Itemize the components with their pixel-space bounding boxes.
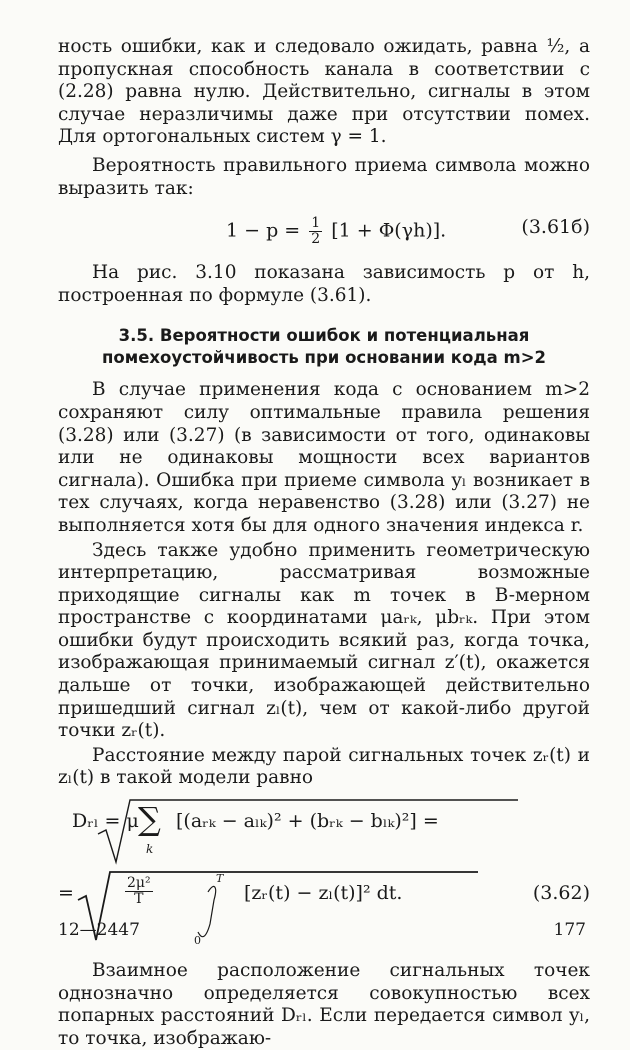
- integral-upper-limit: T: [216, 872, 224, 886]
- formula-3-62-number: (3.62): [532, 882, 590, 905]
- formula-3-61b: [58, 206, 590, 256]
- formula-3-61b-left: 1 − p =: [226, 219, 301, 242]
- paragraph-5: Здесь также удобно применить геометрическую интерпретацию, рассматривая возможные приходящие сигналы как m точек в B-мерном пространстве с координатами μaᵣₖ, μbᵣₖ. При этом ошибки будут происходить всякий раз, когда точка, изображающая принимаемый сигнал z′(t), окажется дальше от точки, изображающей действительно пришедший сигнал zₗ(t), чем от какой-либо другой точки zᵣ(t).: [58, 539, 590, 742]
- integral-lower-limit: 0: [194, 934, 201, 948]
- sum-symbol: ∑: [138, 800, 161, 839]
- formula-3-61b-fraction: [309, 216, 322, 247]
- formula-3-62-numerator: 2μ²: [127, 875, 151, 892]
- formula-3-61b-expression: [226, 216, 446, 247]
- formula-3-61b-numerator: 1: [311, 215, 321, 232]
- formula-3-62-integrand: [zᵣ(t) − zₗ(t)]² dt.: [244, 882, 403, 905]
- paragraph-7: Взаимное расположение сигнальных точек однозначно определяется совокупностью всех попарных расстояний Dᵣₗ. Если передается символ yₗ, то точка, изображаю-: [58, 960, 590, 1049]
- formula-3-62-sum-body: [(aᵣₖ − aₗₖ)² + (bᵣₖ − bₗₖ)²] =: [176, 810, 439, 833]
- integral-sign: [198, 886, 216, 936]
- formula-3-61b-denominator: 2: [311, 231, 321, 248]
- paragraph-4: В случае применения кода с основанием m>2 сохраняют силу оптимальные правила решения (3.28) или (3.27) (в зависимости от того, одинаковы или не одинаковы мощности всех вариантов сигнала). Ошибка при приеме символа yₗ возникает в тех случаях, когда неравенство (3.28) или (3.27) не выполняется хотя бы для одного значения индекса r.: [58, 379, 590, 536]
- paragraph-2: Вероятность правильного приема символа можно выразить так:: [58, 154, 590, 199]
- page-number: 177: [553, 920, 586, 940]
- formula-3-62-fraction: [125, 876, 153, 907]
- formula-3-62-denominator: T: [134, 891, 144, 908]
- paragraph-3: На рис. 3.10 показана зависимость p от h, построенная по формуле (3.61).: [58, 262, 590, 306]
- formula-3-61b-right: [1 + Φ(γh)].: [331, 219, 447, 242]
- formula-3-61b-number: (3.61б): [521, 216, 590, 239]
- printer-signature: 12—2447: [58, 920, 140, 940]
- formula-3-62-line-1: [72, 810, 139, 832]
- section-heading: 3.5. Вероятности ошибок и потенциальная помехоустойчивость при основании кода m>2: [101, 326, 547, 368]
- paragraph-6: Расстояние между парой сигнальных точек zᵣ(t) и zₗ(t) в такой модели равно: [58, 744, 590, 789]
- sum-index: k: [146, 842, 154, 857]
- page-body: [58, 36, 590, 1050]
- paragraph-1: ность ошибки, как и следовало ожидать, равна ½, а пропускная способность канала в соответствии с (2.28) равна нулю. Действительно, сигналы в этом случае неразличимы даже при отсутствии помех. Для ортогональных систем γ = 1.: [58, 36, 590, 148]
- formula-3-62-lhs: Dᵣₗ = μ: [72, 810, 139, 833]
- formula-3-62-equals: =: [58, 882, 74, 905]
